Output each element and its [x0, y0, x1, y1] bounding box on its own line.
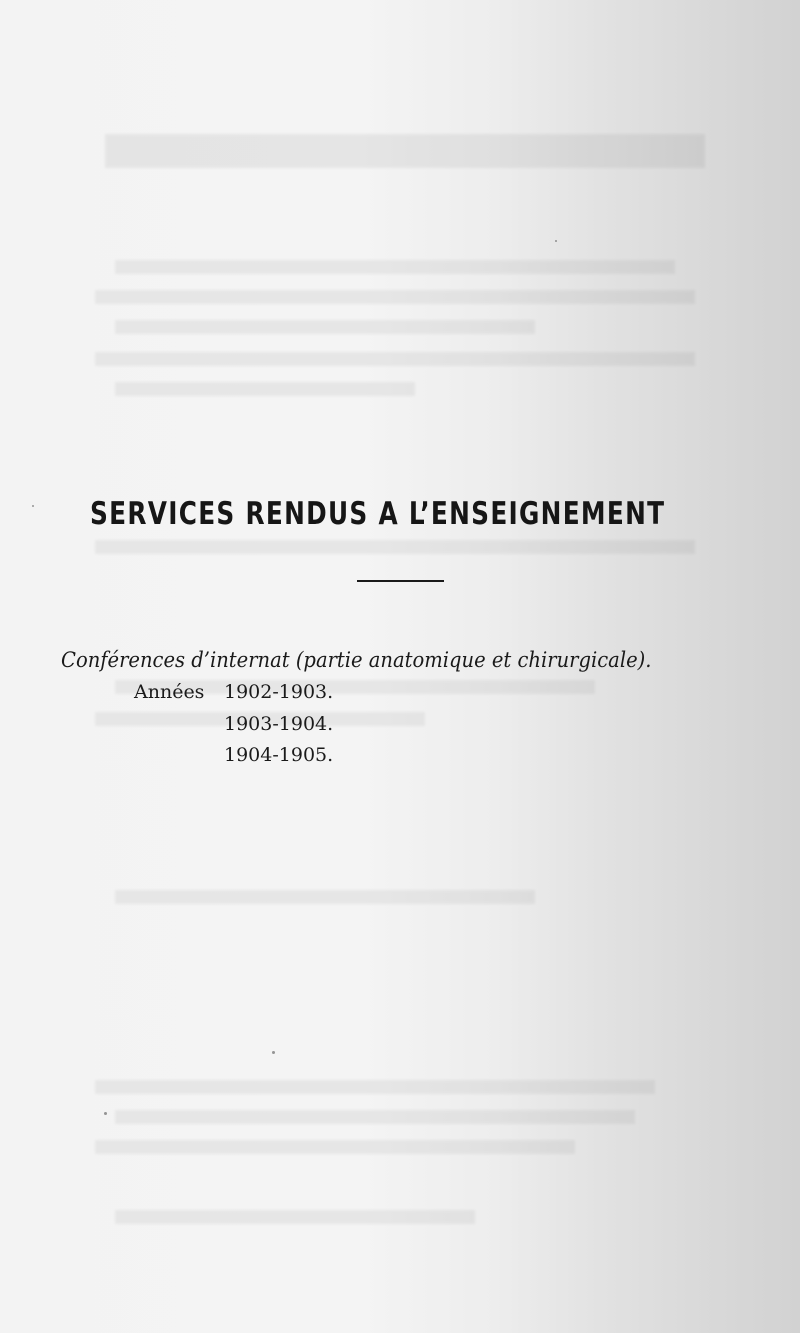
years-label: Années	[134, 681, 205, 703]
paper-speck	[555, 240, 557, 242]
paper-speck	[32, 505, 34, 507]
paper-speck	[104, 1112, 107, 1115]
title-divider	[357, 580, 444, 582]
year-item: 1903-1904.	[224, 713, 334, 735]
year-item: 1904-1905.	[224, 744, 334, 766]
entry-heading: Conférences d’internat (partie anatomique et chirurgicale).	[61, 648, 652, 672]
section-title: SERVICES RENDUS A L’ENSEIGNEMENT	[90, 496, 666, 532]
paper-speck	[272, 1051, 275, 1054]
year-item: 1902-1903.	[224, 681, 334, 703]
